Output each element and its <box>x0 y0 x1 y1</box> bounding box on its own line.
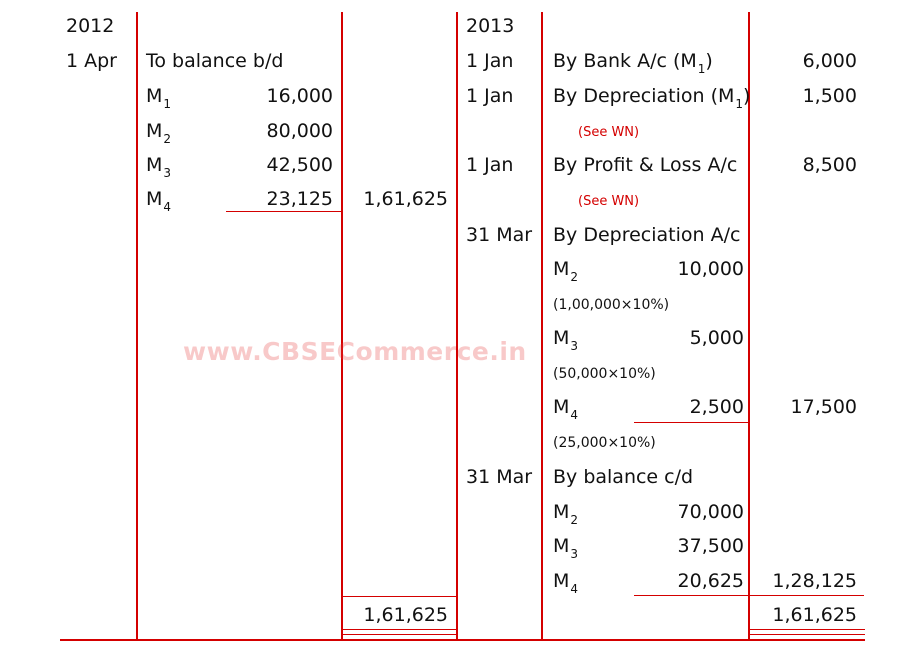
credit-dep-particular: By Depreciation A/c <box>553 224 741 246</box>
credit-bal-date: 31 Mar <box>466 466 533 488</box>
rule-date-debit <box>136 12 138 640</box>
debit-machine-3-amount: 42,500 <box>266 154 333 176</box>
subtotal-line-balance <box>634 595 864 596</box>
credit-dep-m4-calc: (25,000×10%) <box>553 435 656 451</box>
debit-balance-total: 1,61,625 <box>363 188 448 210</box>
credit-dep-m4: $M_4$ <box>553 396 579 422</box>
debit-machine-4: $M_4$ <box>146 188 172 214</box>
debit-machine-3: $M_3$ <box>146 154 172 180</box>
credit-dep-m2-calc: (1,00,000×10%) <box>553 297 670 313</box>
rule-amount-debit-left <box>341 12 343 640</box>
watermark: www.CBSECommerce.in <box>183 337 527 366</box>
credit-bal-m4-amount: 20,625 <box>677 570 744 592</box>
credit-dep-m2: $M_2$ <box>553 258 579 284</box>
double-line-credit-1 <box>748 629 865 630</box>
credit-dep-m1-date: 1 Jan <box>466 85 514 107</box>
credit-bal-particular: By balance c/d <box>553 466 694 488</box>
credit-bal-m3-amount: 37,500 <box>677 535 744 557</box>
credit-bank-particular: By Bank A/c $(M_1)$ <box>553 50 713 76</box>
credit-dep-date: 31 Mar <box>466 224 533 246</box>
bottom-line <box>60 639 865 641</box>
rule-amount-debit-right <box>456 12 458 640</box>
total-top-line-debit <box>341 596 456 597</box>
credit-dep-m3-amount: 5,000 <box>689 327 744 349</box>
debit-grand-total: 1,61,625 <box>363 604 448 626</box>
subtotal-line-depreciation <box>634 422 748 423</box>
credit-dep-m3: $M_3$ <box>553 327 579 353</box>
credit-dep-total: 17,500 <box>790 396 857 418</box>
credit-bank-date: 1 Jan <box>466 50 514 72</box>
credit-dep-m2-amount: 10,000 <box>677 258 744 280</box>
double-line-debit-2 <box>341 634 456 635</box>
credit-pl-particular: By Profit & Loss A/c <box>553 154 738 176</box>
credit-dep-m3-calc: (50,000×10%) <box>553 366 656 382</box>
credit-bal-total: 1,28,125 <box>772 570 857 592</box>
credit-bal-m2: $M_2$ <box>553 501 579 527</box>
rule-date-credit <box>541 12 543 640</box>
credit-dep-m4-amount: 2,500 <box>689 396 744 418</box>
credit-bal-m3: $M_3$ <box>553 535 579 561</box>
debit-machine-1: $M_1$ <box>146 85 172 111</box>
credit-bal-m4: $M_4$ <box>553 570 579 596</box>
double-line-credit-2 <box>748 634 865 635</box>
credit-dep-m1-amount: 1,500 <box>802 85 857 107</box>
debit-machine-4-amount: 23,125 <box>266 188 333 210</box>
credit-pl-note: (See WN) <box>578 194 640 209</box>
subtotal-line-debit <box>226 211 341 212</box>
debit-year: 2012 <box>66 15 115 37</box>
credit-year: 2013 <box>466 15 515 37</box>
credit-grand-total: 1,61,625 <box>772 604 857 626</box>
credit-pl-date: 1 Jan <box>466 154 514 176</box>
credit-dep-m1-note: (See WN) <box>578 125 640 140</box>
debit-date: 1 Apr <box>66 50 117 72</box>
credit-bank-amount: 6,000 <box>802 50 857 72</box>
debit-machine-2-amount: 80,000 <box>266 120 333 142</box>
double-line-debit-1 <box>341 629 456 630</box>
credit-pl-amount: 8,500 <box>802 154 857 176</box>
credit-bal-m2-amount: 70,000 <box>677 501 744 523</box>
debit-machine-1-amount: 16,000 <box>266 85 333 107</box>
debit-particular: To balance b/d <box>146 50 284 72</box>
credit-dep-m1-particular: By Depreciation $(M_1)$ <box>553 85 751 111</box>
debit-machine-2: $M_2$ <box>146 120 172 146</box>
